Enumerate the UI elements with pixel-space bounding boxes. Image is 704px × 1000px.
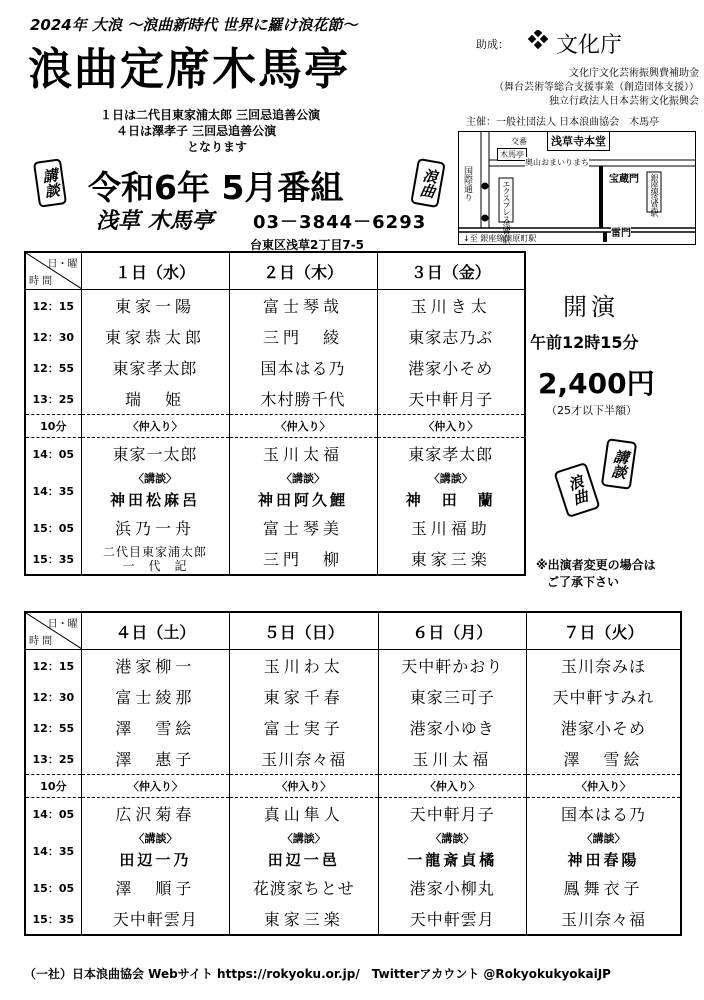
time-cell: 12：30 [32,330,75,344]
kodan-label: 〈講談〉 [229,469,377,486]
corner-bottom-label: 時 間 [29,636,53,647]
sidebar-kodan-stamp [601,438,637,490]
footer-links: （一社）日本浪曲協会 Webサイト https://rokyoku.or.jp/ Twitterアカウント @RokyokukyokaiJP [24,967,611,981]
sidebar-kodan-text: 講談 [608,447,631,481]
map-street: 奥山おまいりまち [525,158,589,167]
performer-cell: 天中軒雲月 [378,903,526,935]
map-tx-station: エクスプレス浅草駅 [502,180,511,243]
performer-cell: 鳳舞衣子 [526,872,681,903]
time-cell: 12：15 [32,659,75,673]
performer-cell: 玉川き太 [377,290,525,322]
curtain-time: 午前12時15分 [530,333,639,352]
performer-cell: 真山隼人 [230,798,378,830]
performer-cell: 富士琴哉 [229,290,377,322]
day-header: ７日（火） [526,612,681,650]
schedule-week-2 [24,611,682,936]
event-subtitle: 2024年 大浪 〜浪曲新時代 世界に羅け浪花節〜 [30,16,358,34]
day-header: ２日（木） [229,252,377,290]
day-header: ３日（金） [377,252,525,290]
grant-line-1: 文化庁文化芸術振興費補助金 [569,68,699,79]
map-mokubatei: 木馬亭 [497,148,527,161]
time-cell: 14：35 [32,484,75,498]
special-program-line-2: 一 代 記 [122,558,188,573]
performer-cell: 浜乃一舟 [81,512,229,543]
time-cell: 12：55 [32,721,75,735]
special-program-line-1: 二代目東家浦太郎 [102,544,207,559]
performer-cell: 玉川奈々福 [230,743,378,775]
kodan-label: 〈講談〉 [526,829,681,846]
notice-line-1: ※出演者変更の場合は [536,558,656,572]
intermission-time: 10分 [25,415,81,438]
venue-phone: 03－3844－6293 [253,212,427,233]
grant-line-3: 独立行政法人日本芸術文化振興会 [549,96,699,107]
map-kouban: 交番 [511,137,527,146]
time-cell: 15：35 [32,552,75,566]
day-header: ６日（月） [378,612,526,650]
corner-top-label: 日・曜 [47,259,78,270]
day-header: ５日（日） [230,612,378,650]
time-cell: 14：35 [32,844,75,858]
time-cell: 12：15 [32,299,75,313]
kodan-performer: 田辺一乃 [81,846,229,872]
agency-logo-icon [527,30,549,52]
intermission-label: 〈仲入り〉 [81,775,229,798]
performer-cell: 三門 柳 [229,543,377,575]
performer-cell: 富士綾那 [81,681,229,712]
performer-cell: 東家三楽 [230,903,378,935]
intermission-time: 10分 [25,775,81,798]
time-cell: 13：25 [32,752,75,766]
intermission-label: 〈仲入り〉 [229,415,377,438]
intermission-label: 〈仲入り〉 [230,775,378,798]
performer-cell-two-line [81,543,229,575]
schedule-week-1 [24,251,526,576]
performer-cell: 玉川わ太 [230,650,378,682]
kodan-performer: 神田阿久鯉 [229,486,377,512]
map-hozomon: 宝蔵門 [609,174,639,185]
performer-cell: 港家小そめ [377,352,525,383]
performer-cell: 天中軒月子 [378,798,526,830]
performer-cell: 東家孝太郎 [377,438,525,470]
performer-cell: 東家三可子 [378,681,526,712]
time-cell: 15：35 [32,912,75,926]
corner-bottom-label: 時 間 [29,276,53,287]
performer-cell: 富士琴美 [229,512,377,543]
performer-cell: 国本はる乃 [526,798,681,830]
performer-cell: 国本はる乃 [229,352,377,383]
performer-cell: 木村勝千代 [229,383,377,415]
corner-cell [25,252,81,290]
corner-cell [25,612,81,650]
performer-cell: 東家千春 [230,681,378,712]
kodan-performer: 神田春陽 [526,846,681,872]
sidebar-rokyoku-text: 浪曲 [564,472,591,507]
grant-label: 助成： [476,38,509,51]
performer-cell: 玉川福助 [377,512,525,543]
performer-cell: 富士実子 [230,712,378,743]
performer-cell: 三門 綾 [229,321,377,352]
performer-cell: 広沢菊春 [81,798,229,830]
kodan-performer: 田辺一邑 [230,846,378,872]
performer-cell: 瑞 姫 [81,383,229,415]
kodan-stamp-text: 講談 [39,166,62,200]
curtain-label: 開演 [563,293,619,321]
performer-cell: 澤 惠子 [81,743,229,775]
performer-cell: 東家一太郎 [81,438,229,470]
map-ginza-station: 銀座線浅草駅 [650,174,659,216]
venue-name: 浅草 木馬亭 [96,209,214,234]
performer-cell: 東家三楽 [377,543,525,575]
intermission-label: 〈仲入り〉 [526,775,681,798]
intermission-label: 〈仲入り〉 [378,775,526,798]
kodan-label: 〈講談〉 [378,829,526,846]
kodan-stamp [33,158,67,207]
map-kaminarimon: 雷門 [611,224,631,239]
organizer: 主催：一般社団法人 日本浪曲協会 木馬亭 [466,117,660,128]
performer-cell: 東家孝太郎 [81,352,229,383]
time-cell: 12：30 [32,690,75,704]
kodan-label: 〈講談〉 [81,829,229,846]
day-header: ４日（土） [81,612,229,650]
performer-cell: 港家柳一 [81,650,229,682]
time-cell: 12：55 [32,361,75,375]
notice-line-2: ご了承下さい [547,575,620,589]
kodan-label: 〈講談〉 [81,469,229,486]
time-cell: 15：05 [32,521,75,535]
intermission-label: 〈仲入り〉 [81,415,229,438]
kodan-label: 〈講談〉 [230,829,378,846]
main-title: 浪曲定席木馬亭 [28,44,350,95]
performer-cell: 天中軒かおり [378,650,526,682]
performer-cell: 港家小そめ [526,712,681,743]
performer-cell: 玉川太福 [378,743,526,775]
performer-cell: 澤 雪絵 [81,712,229,743]
memorial-line-1: １日は二代目東家浦太郎 三回忌追善公演 [100,108,321,122]
agency-name: 文化庁 [556,33,623,58]
day-header: １日（水） [81,252,229,290]
performer-cell: 港家小柳丸 [378,872,526,903]
time-cell: 15：05 [32,881,75,895]
performer-cell: 天中軒雲月 [81,903,229,935]
performer-cell: 東家恭太郎 [81,321,229,352]
price-note: （25才以下半額） [546,404,637,417]
intermission-label: 〈仲入り〉 [377,415,525,438]
performer-cell: 天中軒すみれ [526,681,681,712]
performer-cell: 港家小ゆき [378,712,526,743]
performer-cell: 玉川太福 [229,438,377,470]
rokyoku-stamp [410,158,446,208]
grant-line-2: （舞台芸術等総合支援事業（創造団体支援）） [494,82,699,93]
memorial-line-2: ４日は澤孝子 三回忌追善公演 [116,124,277,138]
venue-address: 台東区浅草2丁目7-5 [250,238,365,252]
performer-cell: 東家一陽 [81,290,229,322]
performer-cell: 玉川奈みほ [526,650,681,682]
performer-cell: 花渡家ちとせ [230,872,378,903]
access-map [458,131,696,245]
performer-cell: 玉川奈々福 [526,903,681,935]
kodan-label: 〈講談〉 [377,469,525,486]
map-kokusai: 国際通り [462,166,472,202]
time-cell: 13：25 [32,392,75,406]
kodan-performer: 一龍斎貞橘 [378,846,526,872]
map-sensoji: 浅草寺本堂 [547,131,610,151]
map-subway: ↓至 銀座線田原町駅 [463,234,537,243]
kodan-performer: 神田松麻呂 [81,486,229,512]
performer-cell: 天中軒月子 [377,383,525,415]
performer-cell: 澤 順子 [81,872,229,903]
time-cell: 14：05 [32,807,75,821]
performer-cell: 澤 雪絵 [526,743,681,775]
corner-top-label: 日・曜 [47,619,78,630]
time-cell: 14：05 [32,447,75,461]
memorial-line-3: となります [187,140,248,154]
kodan-performer: 神 田 蘭 [377,486,525,512]
rokyoku-stamp-text: 浪曲 [417,166,440,200]
ticket-price: 2,400円 [538,367,655,400]
performer-cell: 東家志乃ぶ [377,321,525,352]
sidebar-rokyoku-stamp [553,462,600,518]
program-title: 令和6年 5月番組 [88,168,344,207]
